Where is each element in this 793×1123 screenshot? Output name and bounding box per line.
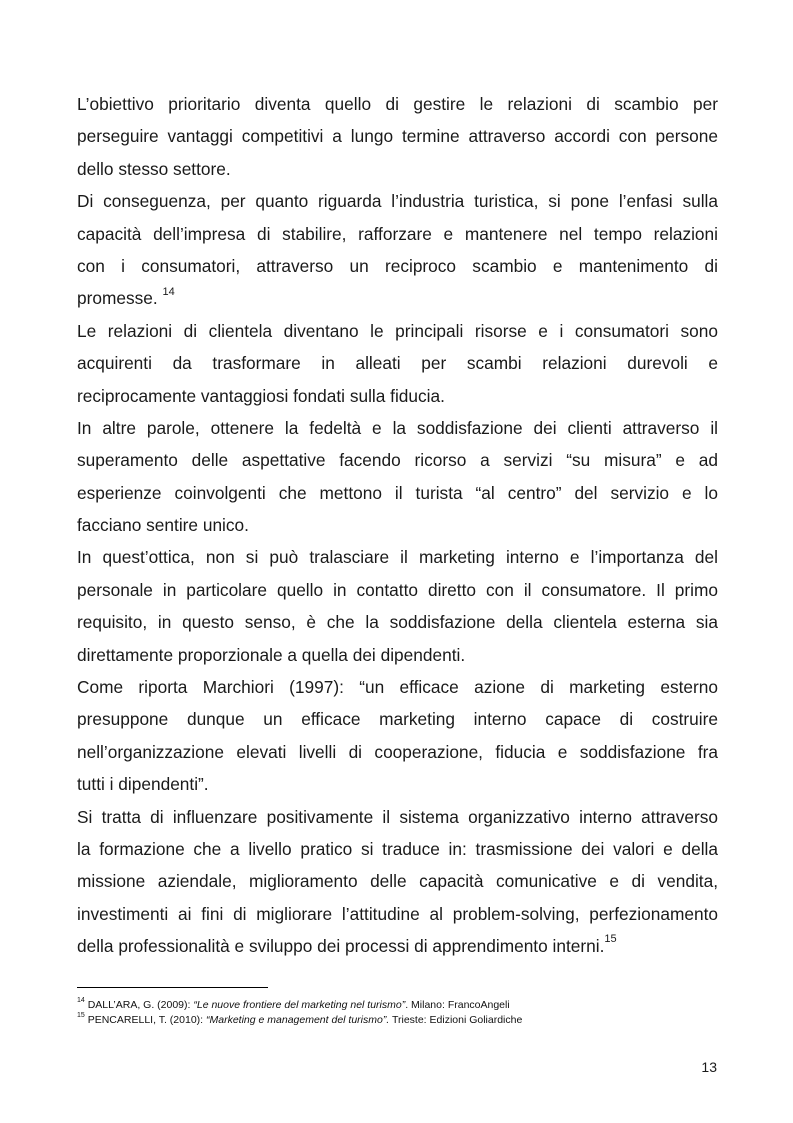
text-line-24: la formazione che a livello pratico si traduce in: trasmissione dei valori e della [77, 838, 718, 859]
text-line-14: facciano sentire unico. [77, 515, 249, 536]
footnote-author: DALL’ARA, G. (2009): [87, 999, 194, 1011]
footnote-publisher: Trieste: Edizioni Goliardiche [389, 1014, 523, 1026]
text-line-12: superamento delle aspettative facendo ricorso a servizi “su misura” e ad [77, 450, 718, 471]
text-line-11: In altre parole, ottenere la fedeltà e la soddisfazione dei clienti attraverso il [77, 417, 718, 438]
text-line-21: nell’organizzazione elevati livelli di cooperazione, fiducia e soddisfazione fra [77, 741, 718, 762]
footnote-publisher: . Milano: FrancoAngeli [405, 999, 510, 1011]
footnote-ref-15: 15 [604, 933, 617, 946]
text-line-2: perseguire vantaggi competitivi a lungo termine attraverso accordi con persone [77, 126, 718, 147]
text-line-26: investimenti ai fini di migliorare l’attitudine al problem-solving, perfezionamento [77, 903, 718, 924]
text-line-25: missione aziendale, miglioramento delle capacità comunicative e di vendita, [77, 871, 718, 892]
text-line-13: esperienze coinvolgenti che mettono il turista “al centro” del servizio e lo [77, 482, 718, 503]
footnotes [77, 998, 717, 1028]
text-line-7: promesse. $^{14}$ [77, 285, 175, 309]
text-line-22: tutti i dipendenti”. [77, 774, 209, 795]
text-line-15: In quest’ottica, non si può tralasciare il marketing interno e l’importanza del [77, 547, 718, 568]
text-line-10: reciprocamente vantaggiosi fondati sulla fiducia. [77, 385, 445, 406]
text-line-18: direttamente proporzionale a quella dei dipendenti. [77, 644, 466, 665]
footnote-title: “Le nuove frontiere del marketing nel turismo” [193, 999, 406, 1011]
text-line-1: L’obiettivo prioritario diventa quello di gestire le relazioni di scambio per [77, 94, 718, 114]
footnote-ref-14: 14 [162, 285, 175, 298]
body-text [77, 88, 718, 963]
text-line-6: con i consumatori, attraverso un reciproco scambio e mantenimento di [77, 255, 718, 276]
footnote-separator [77, 987, 268, 988]
text-line-8: Le relazioni di clientela diventano le principali risorse e i consumatori sono [77, 320, 718, 341]
footnote-title: “Marketing e management del turismo”. [206, 1014, 390, 1026]
text-line-4: Di conseguenza, per quanto riguarda l’industria turistica, si pone l’enfasi sulla [77, 191, 718, 212]
footnote-number: 15 [77, 1011, 85, 1019]
text-line-27: della professionalità e sviluppo dei processi di apprendimento interni.$^{15}$ [77, 933, 617, 957]
page-number: 13 [701, 1059, 717, 1075]
text-line-19: Come riporta Marchiori (1997): “un efficace azione di marketing esterno [77, 677, 718, 698]
footnote-author: PENCARELLI, T. (2010): [87, 1014, 206, 1026]
text-line-23: Si tratta di influenzare positivamente il sistema organizzativo interno attraverso [77, 806, 718, 827]
text-line-5: capacità dell’impresa di stabilire, rafforzare e mantenere nel tempo relazioni [77, 223, 718, 244]
text-line-17: requisito, in questo senso, è che la soddisfazione della clientela esterna sia [77, 612, 718, 633]
footnote-number: 14 [77, 996, 85, 1004]
footnote-15 [77, 1013, 717, 1028]
footnote-14 [77, 998, 717, 1013]
text-line-16: personale in particolare quello in contatto diretto con il consumatore. Il primo [77, 579, 718, 600]
text-line-20: presuppone dunque un efficace marketing interno capace di costruire [77, 709, 718, 730]
text-line-9: acquirenti da trasformare in alleati per scambi relazioni durevoli e [77, 353, 718, 374]
text-line-3: dello stesso settore. [77, 158, 231, 179]
